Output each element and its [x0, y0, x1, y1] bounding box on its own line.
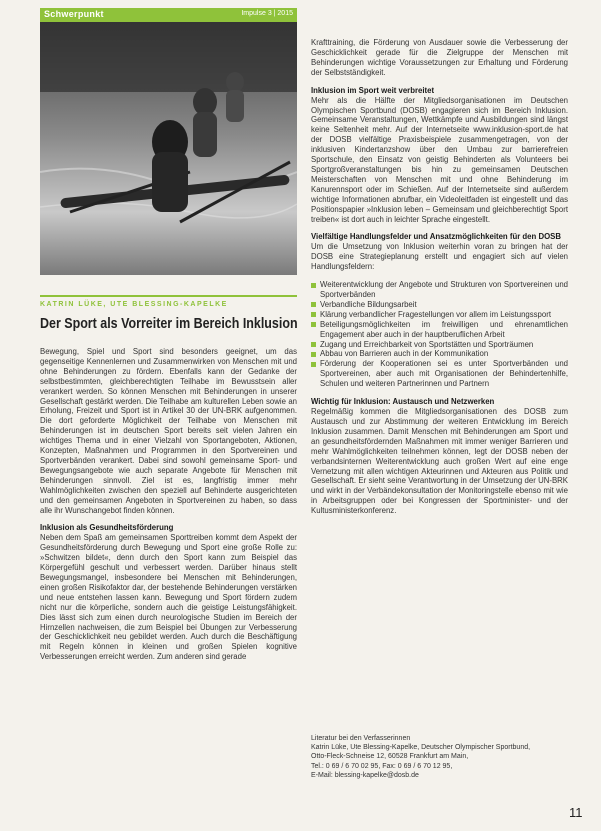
list-item-text: Förderung der Kooperationen sei es unter Sportverbänden und Sportvereinen, aber auch mit Organisationen der Behindertenhilfe, Schulen und weiteren Partnerinnen und Partnern: [320, 359, 568, 389]
bullet-square-icon: [311, 312, 316, 317]
section-heading: Vielfältige Handlungsfelder und Ansatzmöglichkeiten für den DOSB: [311, 232, 561, 242]
list-item: [311, 340, 568, 350]
right-column-bottom: [311, 397, 568, 516]
paragraph: Bewegung, Spiel und Sport sind besonders geeignet, um das gegenseitige Kennenlernen und Zusammenwirken von Menschen mit und ohne Behinderungen zu fördern. Ebenfalls kann der Gedanke der selbstbestimmten, gleichberechtigten Teilhabe im Bewusstsein aller verankert werden. So können Menschen mit Behinderungen in unserer Gesellschaft gestärkt werden. Die Teilhabe am kulturellen Leben sowie an Erholung, Freizeit und Sport ist in Artikel 30 der UN-BRK aufgenommen. Die dort geforderte Möglichkeit der Teilhabe von Menschen mit Behinderungen ist im deutschen Sport bereits seit vielen Jahren ein wichtiges Thema und in einer Vielzahl von Sportangeboten, Aktionen, Konzepten, Maßnahmen und Programmen in den Sportvereinen und Sportverbänden verankert. Dabei sind sowohl gemeinsame Sport- und Bewegungsangebote wie auch separate Angebote für Menschen mit Behinderungen sinnvoll. Ziel ist es, langfristig immer mehr Wahlmöglichkeiten zwischen den speziell auf Behinderte ausgerichteten und den gemeinsamen Angeboten in Sportvereinen zu haben, so dass alle ihr Wunschangebot finden können.: [40, 347, 297, 515]
bullet-square-icon: [311, 362, 316, 367]
bullet-square-icon: [311, 352, 316, 357]
list-item-text: Verbandliche Bildungsarbeit: [320, 299, 417, 309]
paragraph: Um die Umsetzung von Inklusion weiterhin voran zu bringen hat der DOSB eine Strategieplanung erstellt und engagiert sich auf vielen Handlungsfeldern:: [311, 242, 568, 272]
list-item-text: Klärung verbandlicher Fragestellungen vor allem im Leistungssport: [320, 309, 551, 319]
contact-line: Otto-Fleck-Schneise 12, 60528 Frankfurt am Main,: [311, 753, 469, 761]
section-label: Schwerpunkt: [44, 9, 104, 19]
bullet-square-icon: [311, 342, 316, 347]
rowing-photo: [40, 22, 297, 275]
section-header-bar: [40, 8, 297, 22]
list-item: [311, 280, 568, 300]
rowing-photo-illustration: [40, 22, 297, 275]
list-item-text: Weiterentwicklung der Angebote und Strukturen von Sportvereinen und Sportverbänden: [320, 280, 568, 300]
paragraph: Neben dem Spaß am gemeinsamen Sporttreiben kommt dem Aspekt der Gesundheitsförderung durch Bewegung und Sport eine große Rolle zu: »Schwitzen bildet«, denn durch den Sport kann zum Beispiel das Körpergefühl geschult und verbessert werden. Darüber hinaus stellt Bewegungsmangel, insbesondere bei Menschen mit Behinderungen, einen großen Risikofaktor dar, der bestehende Behinderungen verstärken und neue entstehen lassen kann. Bewegung und Sport fördern zudem nicht nur die körperliche, sondern auch die geistige Leistungsfähigkeit. Dies lässt sich zum einen durch neurologische Studien im Bereich der Hirnzellen nachweisen, die zum Beispiel bei Übungen zur Verbesserung der Geschicklichkeit neu gebildet werden. Auch durch die Beschäftigung mit Regeln können in kleinen und großen Spielen kognitive Verbesserungen erreicht werden. Zum anderen sind gerade: [40, 533, 297, 662]
list-item: [311, 320, 568, 340]
right-column-top: [311, 38, 568, 272]
list-item: [311, 349, 568, 359]
list-item: [311, 359, 568, 389]
bullet-square-icon: [311, 302, 316, 307]
list-item-text: Beteiligungsmöglichkeiten im freiwilligen und ehrenamtlichen Engagement aber auch in der hauptberuflichen Arbeit: [320, 319, 568, 339]
section-heading: Inklusion als Gesundheitsförderung: [40, 523, 174, 533]
issue-label: Impulse 3 | 2015: [241, 10, 293, 17]
contact-line: Literatur bei den Verfasserinnen: [311, 735, 411, 742]
contact-box: [311, 734, 568, 780]
author-rule: [40, 295, 297, 297]
author-line: KATRIN LÜKE, UTE BLESSING-KAPELKE: [40, 301, 228, 308]
paragraph: Regelmäßig kommen die Mitgliedsorganisationen des DOSB zum Austausch und zur Abstimmung der weiteren Entwicklung im Bereich Inklusion zusammen. Damit Menschen mit Behinderungen am Sport und an gesundheitsfördernden Maßnahmen mit immer weniger Barrieren und mehr Wahlmöglichkeiten teilnehmen können, legt der DOSB neben der verbandsinternen Weiterentwicklung auch großen Wert auf eine enge Vernetzung mit allen wichtigen Akteurinnen und Akteuren aus Politik und Gesellschaft. Er sieht seine Verantwortung in der Umsetzung der UN-BRK und wirkt in der Verbändekonsultation der Monitoringstelle ebenso mit wie in Arbeitsgruppen oder bei Kongressen der Sportminister- und der Kultusministerkonferenz.: [311, 407, 568, 516]
action-fields-list: [311, 280, 568, 389]
paragraph: Krafttraining, die Förderung von Ausdauer sowie die Verbesserung der Geschicklichkeit gerade für die Zielgruppe der Menschen mit Behinderungen wichtige Voraussetzungen zur Erhaltung und Förderung der Selbstständigkeit.: [311, 38, 568, 77]
list-item: [311, 300, 568, 310]
body-column-right: [311, 38, 568, 524]
list-item: [311, 310, 568, 320]
body-column-left: [40, 347, 297, 670]
list-item-text: Zugang und Erreichbarkeit von Sportstätten und Sporträumen: [320, 339, 534, 349]
list-item-text: Abbau von Barrieren auch in der Kommunikation: [320, 349, 489, 359]
contact-line: Tel.: 0 69 / 6 70 02 95, Fax: 0 69 / 6 70 12 95,: [311, 762, 453, 770]
contact-line: E-Mail: blessing-kapelke@dosb.de: [311, 771, 419, 779]
page-number: 11: [569, 805, 583, 820]
section-heading: Inklusion im Sport weit verbreitet: [311, 85, 435, 95]
bullet-square-icon: [311, 283, 316, 288]
paragraph: Mehr als die Hälfte der Mitgliedsorganisationen im Deutschen Olympischen Sportbund (DOSB) engagieren sich im Bereich Inklusion. Gemeinsame Veranstaltungen, Wettkämpfe und Ausbildungen sind längst keine Seltenheit mehr. Auf der Internetseite www.inklusion-sport.de hat der DOSB vielfältige Praxisbeispiele zusammengetragen, von der inklusiven Kindertanzshow über den Umbau zur barrierefreien Sportschule, den Einsatz von geistig Behinderten als Volunteers bei Sportgroßveranstaltungen bis hin zu gemeinsamen Deutschen Meisterschaften von Menschen mit und ohne Behinderung im Kanurennsport oder im Schießen. Auf der Internetseite sind außerdem wichtige Informationen abrufbar, ein Videoleitfaden ist eingestellt und das Positionspapier »Inklusion leben – Gemeinsam und gleichberechtigt Sport treiben« ist dort auch in leichter Sprache eingestellt.: [311, 95, 568, 224]
article-headline: Der Sport als Vorreiter im Bereich Inklusion: [40, 316, 298, 332]
bullet-square-icon: [311, 322, 316, 327]
section-heading: Wichtig für Inklusion: Austausch und Netzwerken: [311, 397, 495, 407]
contact-line: Katrin Lüke, Ute Blessing-Kapelke, Deutscher Olympischer Sportbund,: [311, 744, 531, 752]
